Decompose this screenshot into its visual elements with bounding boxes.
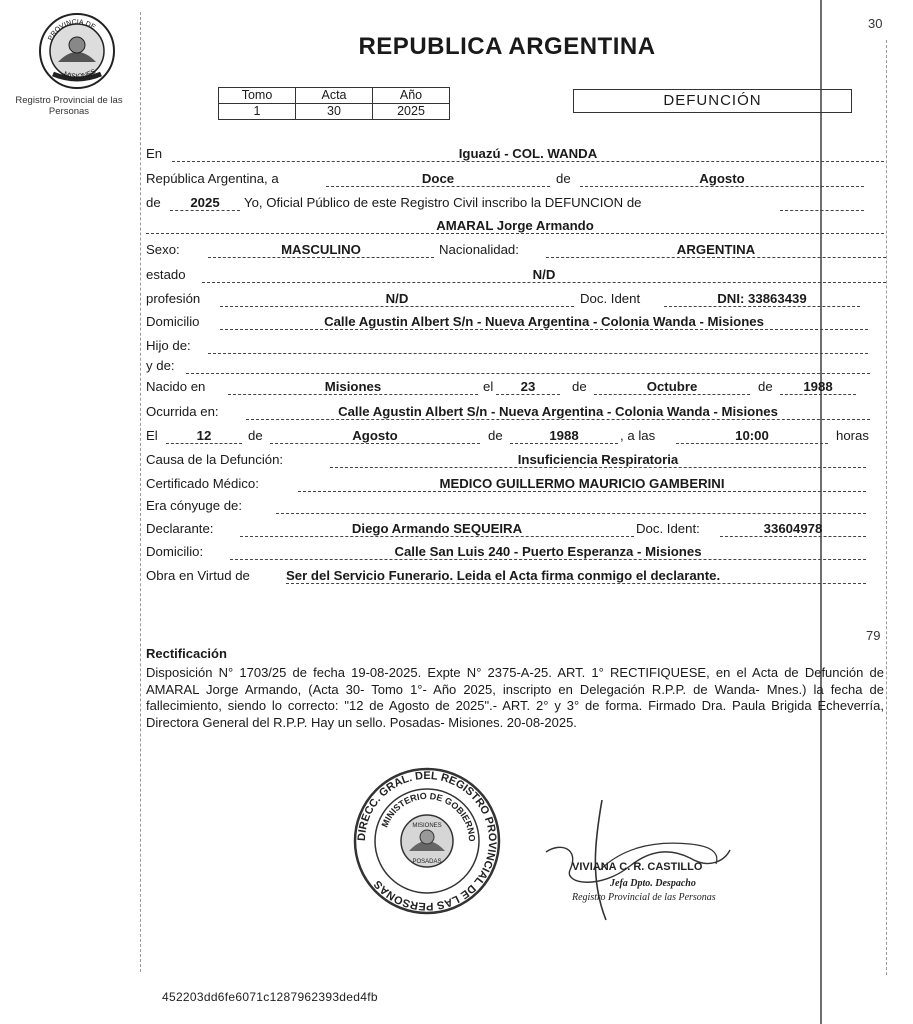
doc-ident-value: DNI: 33863439 bbox=[664, 290, 860, 307]
row-estado bbox=[146, 266, 886, 284]
row-hijo-de bbox=[146, 337, 886, 355]
profesion-label: profesión bbox=[146, 291, 201, 306]
page-number-top: 30 bbox=[868, 16, 883, 31]
declarante-value: Diego Armando SEQUEIRA bbox=[240, 520, 634, 537]
y-de-value bbox=[186, 357, 870, 374]
sexo-label: Sexo: bbox=[146, 242, 180, 257]
seal-ring-text: DIRECC. GRAL. DEL REGISTRO PROVINCIAL DE LAS PERSONAS bbox=[355, 769, 499, 913]
declarante-label: Declarante: bbox=[146, 521, 214, 536]
ocurrida-label: Ocurrida en: bbox=[146, 404, 219, 419]
row-certificado bbox=[146, 475, 886, 493]
estado-value: N/D bbox=[202, 266, 886, 283]
row-republica bbox=[146, 170, 886, 188]
row-ocurrida bbox=[146, 403, 886, 421]
obra-label: Obra en Virtud de bbox=[146, 568, 250, 583]
record-type-box: DEFUNCIÓN bbox=[573, 89, 852, 113]
nacionalidad-value: ARGENTINA bbox=[546, 241, 886, 258]
year-de-label: de bbox=[146, 195, 161, 210]
hijo-de-value bbox=[208, 337, 868, 354]
acta-value: 30 bbox=[296, 104, 373, 120]
emblem-top-text: PROVINCIA DE bbox=[47, 18, 97, 42]
death-day: 12 bbox=[166, 427, 242, 444]
signer-role: Jefa Dpto. Despacho bbox=[610, 878, 696, 889]
emblem-bottom-text: MISIONES bbox=[62, 68, 98, 81]
nacionalidad-label: Nacionalidad: bbox=[439, 242, 519, 257]
domicilio2-value: Calle San Luis 240 - Puerto Esperanza - Misiones bbox=[230, 543, 866, 560]
doc-ident-label: Doc. Ident bbox=[580, 291, 641, 306]
birth-de2-label: de bbox=[758, 379, 773, 394]
fecha-el-label: El bbox=[146, 428, 158, 443]
domicilio2-label: Domicilio: bbox=[146, 544, 204, 559]
death-year: 1988 bbox=[510, 427, 618, 444]
row-name bbox=[146, 217, 886, 235]
conyuge-label: Era cónyuge de: bbox=[146, 498, 243, 513]
domicilio-label: Domicilio bbox=[146, 314, 200, 329]
conyuge-value bbox=[276, 497, 866, 514]
tomo-value: 1 bbox=[219, 104, 296, 120]
row-causa bbox=[146, 451, 886, 469]
registry-name: Registro Provincial de las Personas bbox=[15, 95, 123, 117]
official-seal-icon bbox=[345, 765, 515, 915]
inscribo-text: Yo, Oficial Público de este Registro Civil inscribo la DEFUNCION de bbox=[244, 195, 642, 210]
sexo-value: MASCULINO bbox=[208, 241, 434, 258]
el-label: el bbox=[483, 379, 494, 394]
birth-year: 1988 bbox=[780, 378, 856, 395]
seal-center-bottom-text: POSADAS bbox=[412, 859, 442, 865]
year-line-trail bbox=[780, 194, 864, 211]
profesion-value: N/D bbox=[220, 290, 574, 307]
certificado-label: Certificado Médico: bbox=[146, 476, 259, 491]
fecha-de1-label: de bbox=[248, 428, 263, 443]
birth-month: Octubre bbox=[594, 378, 750, 395]
republica-label: República Argentina, a bbox=[146, 171, 279, 186]
month-value: Agosto bbox=[580, 170, 864, 187]
de-label: de bbox=[556, 171, 571, 186]
obra-value: Ser del Servicio Funerario. Leida el Acta firma conmigo el declarante. bbox=[286, 567, 866, 584]
causa-label: Causa de la Defunción: bbox=[146, 452, 284, 467]
rectificacion-text: Disposición N° 1703/25 de fecha 19-08-2025. Expte N° 2375-A-25. ART. 1° RECTIFIQUESE, en el Acta de Defunción de AMARAL Jorge Armando, (Acta 30- Tomo 1°- Año 2025, inscripto en Delegación R.P.P. de Wanda- Mnes.) la fecha de fallecimiento, siendo lo correcto: "12 de Agosto de 2025".- ART. 2° y 3° de forma. Firmado Dra. Paula Brigida Echeverría, Directora General del R.P.P. Hay un sello. Posadas- Misiones. 20-08-2025. bbox=[146, 665, 884, 730]
acta-header: Acta bbox=[296, 88, 373, 104]
y-de-label: y de: bbox=[146, 358, 175, 373]
row-obra bbox=[146, 567, 886, 585]
birth-day: 23 bbox=[496, 378, 560, 395]
ano-value: 2025 bbox=[373, 104, 450, 120]
row-en bbox=[146, 145, 886, 163]
ano-header: Año bbox=[373, 88, 450, 104]
declarante-doc-value: 33604978 bbox=[720, 520, 866, 537]
row-year bbox=[146, 194, 886, 212]
estado-label: estado bbox=[146, 267, 186, 282]
page-number-mid: 79 bbox=[866, 628, 881, 643]
document-hash: 452203dd6fe6071c1287962393ded4fb bbox=[162, 990, 378, 1004]
day-value: Doce bbox=[326, 170, 550, 187]
row-nacido bbox=[146, 378, 886, 396]
rectificacion-title: Rectificación bbox=[146, 646, 227, 661]
birth-place: Misiones bbox=[228, 378, 478, 395]
row-y-de bbox=[146, 357, 886, 375]
death-month: Agosto bbox=[270, 427, 480, 444]
a-las-label: , a las bbox=[620, 428, 656, 443]
deceased-name: AMARAL Jorge Armando bbox=[146, 217, 884, 234]
page-title: REPUBLICA ARGENTINA bbox=[358, 33, 656, 60]
declarante-doc-label: Doc. Ident: bbox=[636, 521, 700, 536]
fecha-de2-label: de bbox=[488, 428, 503, 443]
row-fecha bbox=[146, 427, 886, 445]
row-declarante bbox=[146, 520, 886, 538]
en-label: En bbox=[146, 146, 163, 161]
signer-name: VIVIANA C. R. CASTILLO bbox=[572, 861, 703, 873]
death-time: 10:00 bbox=[676, 427, 828, 444]
right-margin-rule bbox=[886, 40, 887, 975]
hijo-de-label: Hijo de: bbox=[146, 338, 191, 353]
row-conyuge bbox=[146, 497, 886, 515]
provincia-misiones-emblem-icon bbox=[38, 12, 116, 90]
handwritten-signature-icon bbox=[540, 800, 780, 930]
tomo-header: Tomo bbox=[219, 88, 296, 104]
tomo-acta-table bbox=[218, 87, 450, 120]
left-margin-rule bbox=[140, 12, 141, 972]
causa-value: Insuficiencia Respiratoria bbox=[330, 451, 866, 468]
domicilio-value: Calle Agustin Albert S/n - Nueva Argentina - Colonia Wanda - Misiones bbox=[220, 313, 868, 330]
year-value: 2025 bbox=[170, 194, 240, 211]
ocurrida-value: Calle Agustin Albert S/n - Nueva Argentina - Colonia Wanda - Misiones bbox=[246, 403, 870, 420]
en-value: Iguazú - COL. WANDA bbox=[172, 145, 884, 162]
row-domicilio bbox=[146, 313, 886, 331]
row-domicilio2 bbox=[146, 543, 886, 561]
certificado-value: MEDICO GUILLERMO MAURICIO GAMBERINI bbox=[298, 475, 866, 492]
nacido-label: Nacido en bbox=[146, 379, 206, 394]
seal-center-top-text: MISIONES bbox=[412, 823, 442, 829]
birth-de1-label: de bbox=[572, 379, 587, 394]
row-profesion bbox=[146, 290, 886, 308]
seal-inner-text: MINISTERIO DE GOBIERNO bbox=[379, 790, 478, 842]
horas-label: horas bbox=[836, 428, 869, 443]
row-sexo bbox=[146, 241, 886, 259]
signer-org: Registro Provincial de las Personas bbox=[572, 892, 716, 903]
